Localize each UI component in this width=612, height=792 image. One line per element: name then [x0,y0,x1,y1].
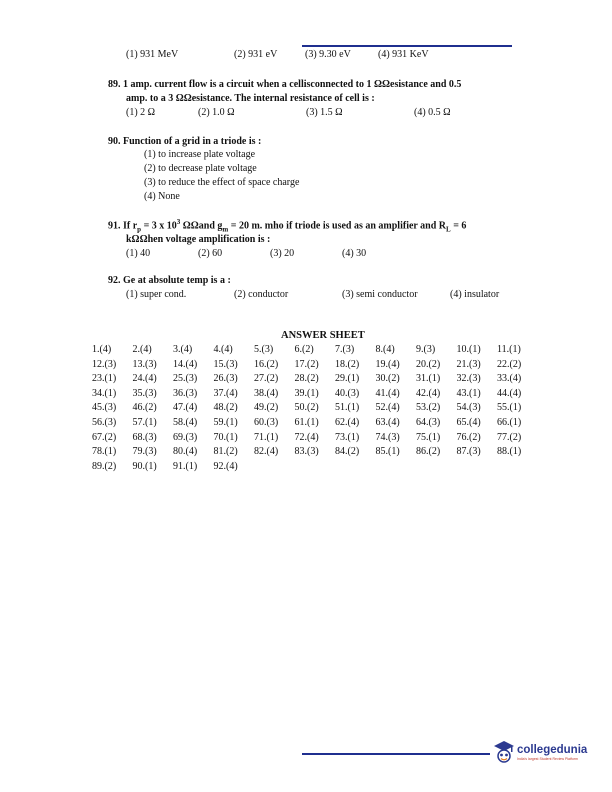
q90-line1: 90. Function of a grid in a triode is : [108,136,262,147]
answer-cell: 11.(1) [497,344,521,355]
answer-cell: 1.(4) [92,344,112,355]
answer-cell: 37.(4) [213,387,238,399]
answer-cell: 82.(4) [254,446,279,458]
answer-cell: 24.(4) [132,373,157,385]
q91-text-a: 91. If r [108,220,138,232]
answer-cell: 8.(4) [375,344,395,355]
answer-cell: 88.(1) [497,446,522,458]
answer-cell: 35.(3) [132,387,157,399]
answer-cell: 43.(1) [456,387,481,399]
answer-row [92,445,538,460]
answer-cell: 66.(1) [497,416,522,428]
answer-cell: 76.(2) [456,431,481,443]
answer-cell: 3.(4) [173,344,193,355]
answer-cell: 73.(1) [335,431,360,443]
answer-cell: 67.(2) [92,431,117,443]
answer-cell: 36.(3) [173,387,198,399]
answer-cell: 57.(1) [132,416,157,428]
answer-cell: 41.(4) [375,387,400,399]
answer-cell: 52.(4) [375,402,400,414]
answer-cell: 63.(4) [375,416,400,428]
q92-option-2: (2) conductor [234,289,289,300]
answer-cell: 59.(1) [213,416,238,428]
q89-option-3: (3) 1.5 Ω [306,107,343,118]
prev-option-2: (2) 931 eV [234,49,278,60]
answer-cell: 19.(4) [375,358,400,370]
q92-option-4: (4) insulator [450,289,500,300]
answer-cell: 7.(3) [335,344,355,355]
answer-cell: 26.(3) [213,373,238,385]
prev-option-3: (3) 9.30 eV [305,49,351,60]
q89-line1: 89. 1 amp. current flow is a circuit when a cellisconnected to 1 ΩΩesistance and 0.5 [108,79,462,90]
answer-cell: 30.(2) [375,373,400,385]
q91-line2: kΩΩhen voltage amplification is : [126,234,271,245]
answer-cell: 31.(1) [416,373,441,385]
answer-cell: 58.(4) [173,416,198,428]
q92-line1: 92. Ge at absolute temp is a : [108,275,231,286]
answer-cell: 14.(4) [173,358,198,370]
answer-cell: 22.(2) [497,358,522,370]
answer-cell: 50.(2) [294,402,319,414]
q91-option-2: (2) 60 [198,248,223,259]
answer-row [92,416,538,431]
answer-cell: 90.(1) [132,460,157,472]
q91-option-4: (4) 30 [342,248,367,259]
answer-cell: 9.(3) [416,344,436,355]
answer-row [92,431,538,446]
prev-option-1: (1) 931 MeV [126,49,179,60]
answer-cell: 49.(2) [254,402,279,414]
answer-cell: 81.(2) [213,446,238,458]
q92-option-3: (3) semi conductor [342,289,418,300]
answer-cell: 72.(4) [294,431,319,443]
q91-sub-m: m [222,225,229,234]
answer-cell: 64.(3) [416,416,441,428]
answer-row [92,372,538,387]
answer-cell: 2.(4) [132,344,152,355]
answer-cell: 68.(3) [132,431,157,443]
answer-cell: 84.(2) [335,446,360,458]
graduate-cap-icon [493,739,515,765]
answer-cell: 48.(2) [213,402,238,414]
answer-row [92,387,538,402]
q91-sub-p: p [137,225,142,234]
answer-cell: 42.(4) [416,387,441,399]
q90-option-4: (4) None [144,191,180,202]
q91-option-1: (1) 40 [126,248,151,259]
answer-cell: 15.(3) [213,358,238,370]
answer-cell: 16.(2) [254,358,279,370]
answer-cell: 29.(1) [335,373,360,385]
answer-cell: 44.(4) [497,387,522,399]
answer-cell: 13.(3) [132,358,157,370]
answer-sheet-title: ANSWER SHEET [281,330,365,341]
q89-option-1: (1) 2 Ω [126,107,156,118]
answer-cell: 21.(3) [456,358,481,370]
bottom-rule [302,753,490,755]
q89-line2: amp. to a 3 ΩΩesistance. The internal resistance of cell is : [126,93,375,104]
answer-cell: 85.(1) [375,446,400,458]
q91-text-d: = 20 m. mho if triode is used as an amplifier and R [228,220,447,232]
answer-cell: 74.(3) [375,431,400,443]
answer-row [92,358,538,373]
answer-cell: 27.(2) [254,373,279,385]
answer-cell: 83.(3) [294,446,319,458]
answer-cell: 33.(4) [497,373,522,385]
answer-grid [92,343,538,474]
answer-cell: 86.(2) [416,446,441,458]
prev-option-4: (4) 931 KeV [378,49,429,60]
q90-option-3: (3) to reduce the effect of space charge [144,177,300,188]
answer-cell: 79.(3) [132,446,157,458]
q91-text-e: = 6 [450,220,467,232]
answer-cell: 47.(4) [173,402,198,414]
answer-cell: 62.(4) [335,416,360,428]
answer-cell: 87.(3) [456,446,481,458]
q89-option-4: (4) 0.5 Ω [414,107,451,118]
answer-cell: 92.(4) [213,460,238,472]
top-rule [302,45,512,47]
answer-cell: 45.(3) [92,402,117,414]
answer-cell: 55.(1) [497,402,522,414]
answer-cell: 91.(1) [173,460,198,472]
q91-sup-3: 3 [176,218,181,226]
answer-cell: 65.(4) [456,416,481,428]
q91-line1 [108,218,466,233]
answer-cell: 60.(3) [254,416,279,428]
answer-cell: 61.(1) [294,416,319,428]
answer-cell: 78.(1) [92,446,117,458]
answer-row [92,460,538,475]
answer-cell: 38.(4) [254,387,279,399]
answer-cell: 89.(2) [92,460,117,472]
answer-cell: 80.(4) [173,446,198,458]
answer-row [92,401,538,416]
answer-cell: 56.(3) [92,416,117,428]
answer-cell: 39.(1) [294,387,319,399]
brand-name: collegedunia [517,743,588,756]
q91-sub-l: L [446,225,451,234]
answer-cell: 51.(1) [335,402,360,414]
answer-cell: 28.(2) [294,373,319,385]
answer-cell: 6.(2) [294,344,314,355]
q89-option-2: (2) 1.0 Ω [198,107,235,118]
answer-cell: 75.(1) [416,431,441,443]
answer-cell: 32.(3) [456,373,481,385]
answer-cell: 70.(1) [213,431,238,443]
answer-cell: 17.(2) [294,358,319,370]
answer-cell: 10.(1) [456,344,481,355]
answer-cell: 46.(2) [132,402,157,414]
q91-text-c: ΩΩand g [180,220,223,232]
brand-tagline: India's largest Student Review Platform [517,756,578,761]
q90-option-1: (1) to increase plate voltage [144,149,256,160]
answer-cell: 69.(3) [173,431,198,443]
q92-option-1: (1) super cond. [126,289,187,300]
answer-row [92,343,538,358]
answer-cell: 5.(3) [254,344,274,355]
collegedunia-logo [493,739,587,765]
q90-option-2: (2) to decrease plate voltage [144,163,257,174]
answer-cell: 71.(1) [254,431,279,443]
answer-cell: 12.(3) [92,358,117,370]
answer-cell: 40.(3) [335,387,360,399]
answer-cell: 53.(2) [416,402,441,414]
answer-cell: 34.(1) [92,387,117,399]
answer-cell: 77.(2) [497,431,522,443]
q91-option-3: (3) 20 [270,248,295,259]
answer-cell: 54.(3) [456,402,481,414]
answer-cell: 25.(3) [173,373,198,385]
q91-text-b: = 3 x 10 [141,220,177,232]
answer-cell: 20.(2) [416,358,441,370]
answer-cell: 23.(1) [92,373,117,385]
answer-cell: 18.(2) [335,358,360,370]
answer-cell: 4.(4) [213,344,233,355]
